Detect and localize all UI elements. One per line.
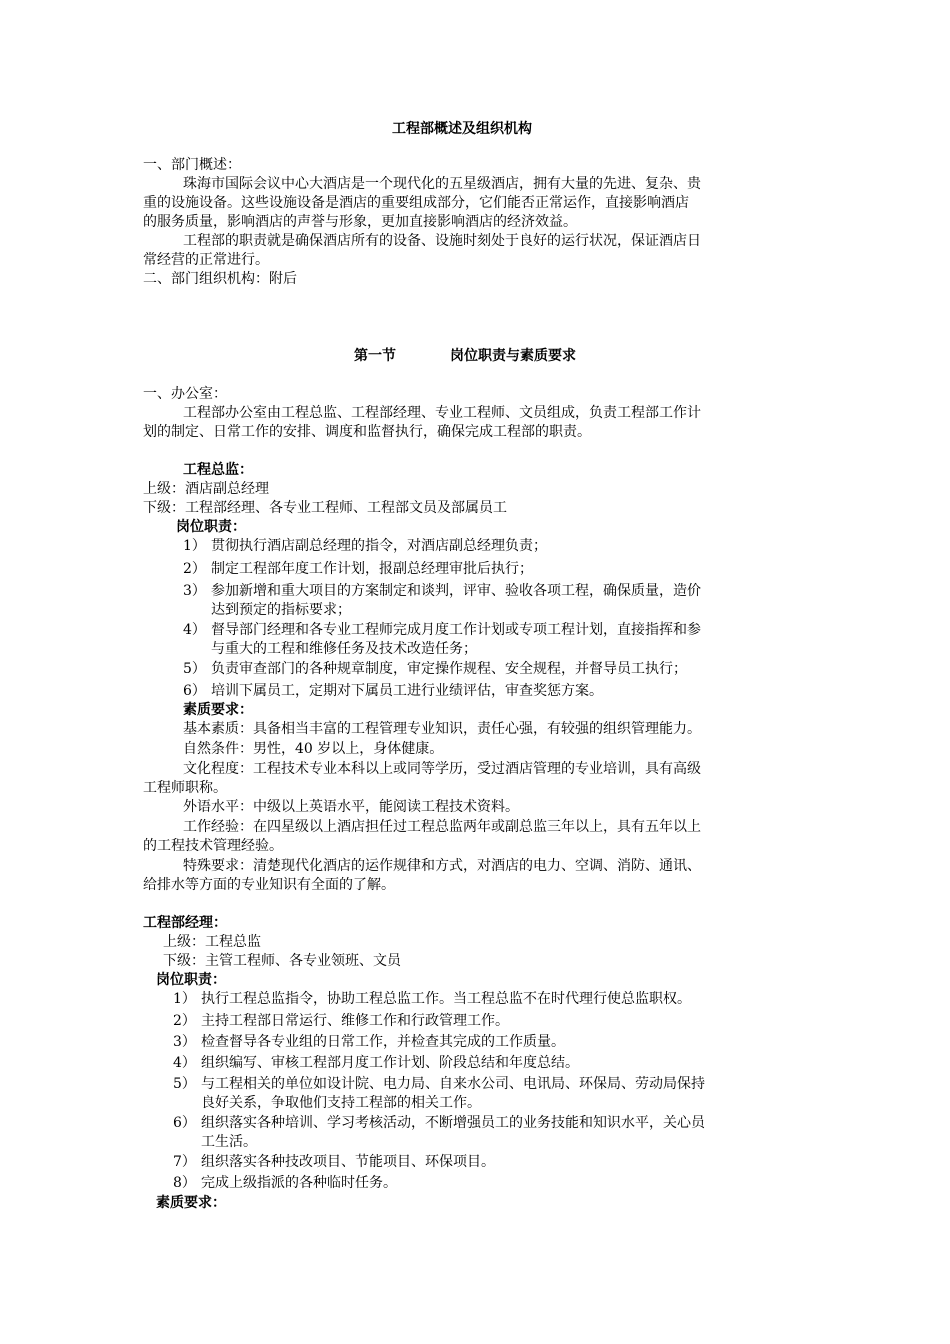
director-duty-item (183, 560, 533, 579)
director-duty-continuation: 与重大的工程和维修任务及技术改造任务； (211, 641, 477, 657)
section-number: 第一节 (354, 348, 396, 364)
director-duties-heading: 岗位职责： (176, 519, 246, 535)
director-qual-line: 基本素质：具备相当丰富的工程管理专业知识，责任心强，有较强的组织管理能力。 (183, 721, 701, 737)
duty-text: 督导部门经理和各专业工程师完成月度工作计划或专项工程计划，直接指挥和参 (211, 622, 701, 638)
overview-para1-line: 重的设施设备。这些设施设备是酒店的重要组成部分，它们能否正常运作，直接影响酒店 (143, 195, 689, 211)
duty-text: 与工程相关的单位如设计院、电力局、自来水公司、电讯局、环保局、劳动局保持 (201, 1076, 705, 1092)
manager-duty-item (173, 1075, 705, 1094)
manager-duty-item (173, 1153, 495, 1172)
doc-title: 工程部概述及组织机构 (392, 121, 532, 137)
director-duty-item (183, 660, 687, 679)
director-quals-heading: 素质要求： (183, 702, 253, 718)
overview-para2-line: 工程部的职责就是确保酒店所有的设备、设施时刻处于良好的运行状况，保证酒店日 (183, 233, 701, 249)
duty-text: 组织落实各种技改项目、节能项目、环保项目。 (201, 1154, 495, 1170)
director-qual-line: 工程师职称。 (143, 780, 227, 796)
manager-duty-item (173, 1054, 579, 1073)
overview-para1-line: 珠海市国际会议中心大酒店是一个现代化的五星级酒店，拥有大量的先进、复杂、贵 (183, 176, 701, 192)
office-heading: 一、办公室： (143, 386, 227, 402)
manager-duty-continuation: 工生活。 (201, 1134, 257, 1150)
director-qual-line: 工作经验：在四星级以上酒店担任过工程总监两年或副总监三年以上，具有五年以上 (183, 819, 701, 835)
director-qual-line: 给排水等方面的专业知识有全面的了解。 (143, 877, 395, 893)
duty-text: 执行工程总监指令，协助工程总监工作。当工程总监不在时代理行使总监职权。 (201, 991, 691, 1007)
director-subordinate: 下级：工程部经理、各专业工程师、工程部文员及部属员工 (143, 500, 507, 516)
duty-number: 8） (173, 1175, 196, 1191)
director-duty-item (183, 682, 603, 701)
duty-text: 培训下属员工，定期对下属员工进行业绩评估，审查奖惩方案。 (211, 683, 603, 699)
section-title: 岗位职责与素质要求 (450, 348, 576, 364)
duty-text: 组织落实各种培训、学习考核活动，不断增强员工的业务技能和知识水平，关心员 (201, 1115, 705, 1131)
duty-number: 6） (173, 1115, 196, 1131)
duty-number: 2） (183, 561, 206, 577)
manager-superior: 上级：工程总监 (163, 934, 261, 950)
manager-title: 工程部经理： (143, 915, 227, 931)
duty-text: 完成上级指派的各种临时任务。 (201, 1175, 397, 1191)
director-qual-line: 文化程度：工程技术专业本科以上或同等学历，受过酒店管理的专业培训，具有高级 (183, 761, 701, 777)
director-duty-item (183, 537, 547, 556)
duty-number: 7） (173, 1154, 196, 1170)
manager-quals-heading: 素质要求： (156, 1195, 226, 1211)
duty-number: 5） (183, 661, 206, 677)
duty-number: 3） (183, 583, 206, 599)
duty-number: 4） (183, 622, 206, 638)
duty-text: 检查督导各专业组的日常工作，并检查其完成的工作质量。 (201, 1034, 565, 1050)
manager-duty-continuation: 良好关系，争取他们支持工程部的相关工作。 (201, 1095, 481, 1111)
duty-number: 1） (173, 991, 196, 1007)
director-qual-line: 外语水平：中级以上英语水平，能阅读工程技术资料。 (183, 799, 519, 815)
duty-text: 组织编写、审核工程部月度工作计划、阶段总结和年度总结。 (201, 1055, 579, 1071)
director-superior: 上级：酒店副总经理 (143, 481, 269, 497)
director-qual-line: 自然条件：男性，40 岁以上，身体健康。 (183, 741, 444, 757)
office-para-line: 划的制定、日常工作的安排、调度和监督执行，确保完成工程部的职责。 (143, 424, 591, 440)
overview-heading: 一、部门概述： (143, 157, 241, 173)
duty-number: 5） (173, 1076, 196, 1092)
director-duty-item (183, 621, 701, 640)
duty-number: 3） (173, 1034, 196, 1050)
duty-number: 2） (173, 1013, 196, 1029)
manager-duty-item (173, 1033, 565, 1052)
duty-number: 4） (173, 1055, 196, 1071)
manager-duty-item (173, 1012, 509, 1031)
duty-number: 1） (183, 538, 206, 554)
manager-duties-heading: 岗位职责： (156, 972, 226, 988)
duty-text: 负责审查部门的各种规章制度，审定操作规程、安全规程，并督导员工执行； (211, 661, 687, 677)
manager-subordinate: 下级：主管工程师、各专业领班、文员 (163, 953, 401, 969)
director-duty-item (183, 582, 701, 601)
duty-number: 6） (183, 683, 206, 699)
manager-duty-item (173, 1114, 705, 1133)
manager-duty-item (173, 1174, 397, 1193)
duty-text: 制定工程部年度工作计划，报副总经理审批后执行； (211, 561, 533, 577)
manager-duty-item (173, 990, 691, 1009)
director-duty-continuation: 达到预定的指标要求； (211, 602, 351, 618)
office-para-line: 工程部办公室由工程总监、工程部经理、专业工程师、文员组成，负责工程部工作计 (183, 405, 701, 421)
org-heading: 二、部门组织机构：附后 (143, 271, 297, 287)
overview-para2-line: 常经营的正常进行。 (143, 252, 269, 268)
director-title: 工程总监： (183, 462, 253, 478)
duty-text: 主持工程部日常运行、维修工作和行政管理工作。 (201, 1013, 509, 1029)
overview-para1-line: 的服务质量，影响酒店的声誉与形象，更加直接影响酒店的经济效益。 (143, 214, 577, 230)
director-qual-line: 特殊要求：清楚现代化酒店的运作规律和方式，对酒店的电力、空调、消防、通讯、 (183, 858, 701, 874)
director-qual-line: 的工程技术管理经验。 (143, 838, 283, 854)
duty-text: 贯彻执行酒店副总经理的指令，对酒店副总经理负责； (211, 538, 547, 554)
duty-text: 参加新增和重大项目的方案制定和谈判，评审、验收各项工程，确保质量，造价 (211, 583, 701, 599)
